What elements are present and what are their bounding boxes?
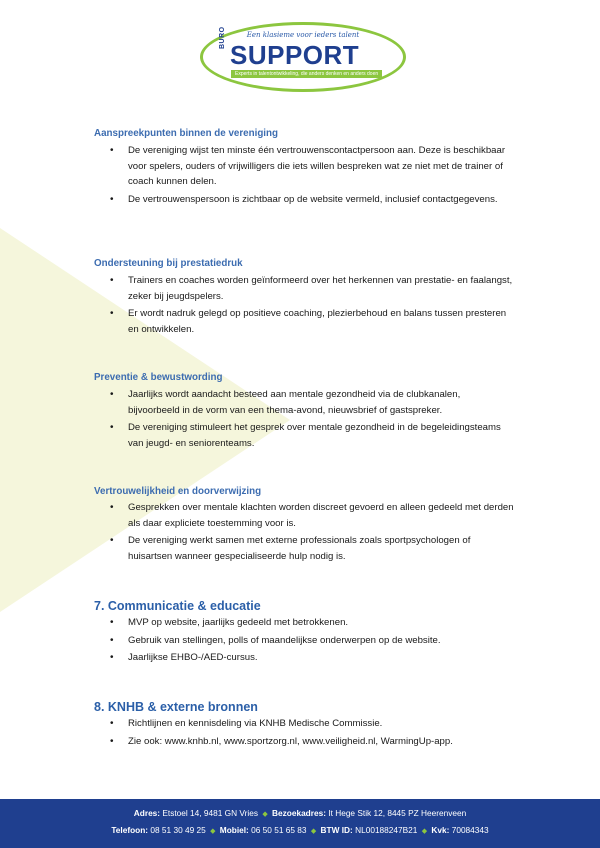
- footer-kvk: 70084343: [451, 825, 489, 835]
- footer-address-line: [0, 808, 600, 818]
- list-communicatie: [94, 615, 514, 668]
- heading-preventie: Preventie & bewustwording: [94, 372, 223, 383]
- diamond-icon: ◆: [210, 828, 216, 835]
- list-aanspreekpunten: [94, 143, 514, 209]
- footer-telefoon-label: Telefoon:: [111, 825, 149, 835]
- diamond-icon: ◆: [310, 828, 317, 835]
- heading-knhb: 8. KNHB & externe bronnen: [94, 700, 258, 714]
- diamond-icon: ◆: [262, 811, 268, 818]
- heading-vertrouwelijkheid: Vertrouwelijkheid en doorverwijzing: [94, 486, 262, 497]
- footer-btw-label: BTW ID:: [320, 825, 353, 835]
- logo-subtitle: Experts in talentontwikkeling, die anders denken en anders doen: [231, 70, 382, 78]
- heading-communicatie: 7. Communicatie & educatie: [94, 599, 261, 613]
- footer-mobiel-label: Mobiel:: [219, 825, 249, 835]
- footer-btw: NL00188247B21: [355, 825, 418, 835]
- heading-aanspreekpunten: Aanspreekpunten binnen de vereniging: [94, 128, 278, 139]
- diamond-icon: ◆: [421, 828, 428, 835]
- list-item: • Zie ook: www.knhb.nl, www.sportzorg.nl, www.veiligheid.nl, WarmingUp-app.: [94, 734, 514, 750]
- footer-mobiel: 06 50 51 65 83: [251, 825, 307, 835]
- list-vertrouwelijkheid: [94, 500, 514, 566]
- list-item: • Jaarlijks wordt aandacht besteed aan mentale gezondheid via de clubkanalen, bijvoorbeeld in de vorm van een thema-avond, nieuwsbrief of gastspreker.: [94, 387, 514, 418]
- logo-tagline: Een klasieme voor ieders talent: [246, 31, 360, 39]
- heading-prestatiedruk: Ondersteuning bij prestatiedruk: [94, 258, 243, 269]
- logo-prefix: BURO: [219, 26, 226, 49]
- footer-bezoek: It Hege Stik 12, 8445 PZ Heerenveen: [328, 808, 467, 818]
- list-item: • MVP op website, jaarlijks gedeeld met betrokkenen.: [94, 615, 514, 631]
- list-preventie: [94, 387, 514, 453]
- list-item: • Gesprekken over mentale klachten worden discreet gevoerd en alleen gedeeld met derden als daar expliciete toestemming voor is.: [94, 500, 514, 531]
- list-item: • Jaarlijkse EHBO-/AED-cursus.: [94, 650, 514, 666]
- list-item: • De vertrouwenspersoon is zichtbaar op de website vermeld, inclusief contactgegevens.: [94, 192, 514, 208]
- footer-adres-label: Adres:: [133, 808, 161, 818]
- list-item: • De vereniging wijst ten minste één vertrouwenscontactpersoon aan. Deze is beschikbaar voor spelers, ouders of vrijwilligers die iets willen bespreken wat ze niet met de trainer of coach kunnen delen.: [94, 143, 514, 190]
- footer-adres: Etstoel 14, 9481 GN Vries: [162, 808, 258, 818]
- list-item: • De vereniging werkt samen met externe professionals zoals sportpsychologen of huisartsen wanneer gespecialiseerde hulp nodig is.: [94, 533, 514, 564]
- footer-kvk-label: Kvk:: [431, 825, 450, 835]
- footer: [0, 799, 600, 848]
- footer-telefoon: 08 51 30 49 25: [150, 825, 206, 835]
- list-prestatiedruk: [94, 273, 514, 339]
- list-item: • Er wordt nadruk gelegd op positieve coaching, plezierbehoud en balans tussen presteren en ontwikkelen.: [94, 306, 514, 337]
- list-item: • Trainers en coaches worden geïnformeerd over het herkennen van prestatie- en faalangst, zeker bij jeugdspelers.: [94, 273, 514, 304]
- buro-support-logo: [200, 22, 406, 92]
- list-item: • Richtlijnen en kennisdeling via KNHB Medische Commissie.: [94, 716, 514, 732]
- footer-contact-line: [0, 825, 600, 835]
- list-item: • De vereniging stimuleert het gesprek over mentale gezondheid in de begeleidingsteams van jeugd- en seniorenteams.: [94, 420, 514, 451]
- list-item: • Gebruik van stellingen, polls of maandelijkse onderwerpen op de website.: [94, 633, 514, 649]
- list-knhb: [94, 716, 514, 751]
- footer-bezoek-label: Bezoekadres:: [272, 808, 326, 818]
- logo-wordmark: SUPPORT: [230, 40, 360, 70]
